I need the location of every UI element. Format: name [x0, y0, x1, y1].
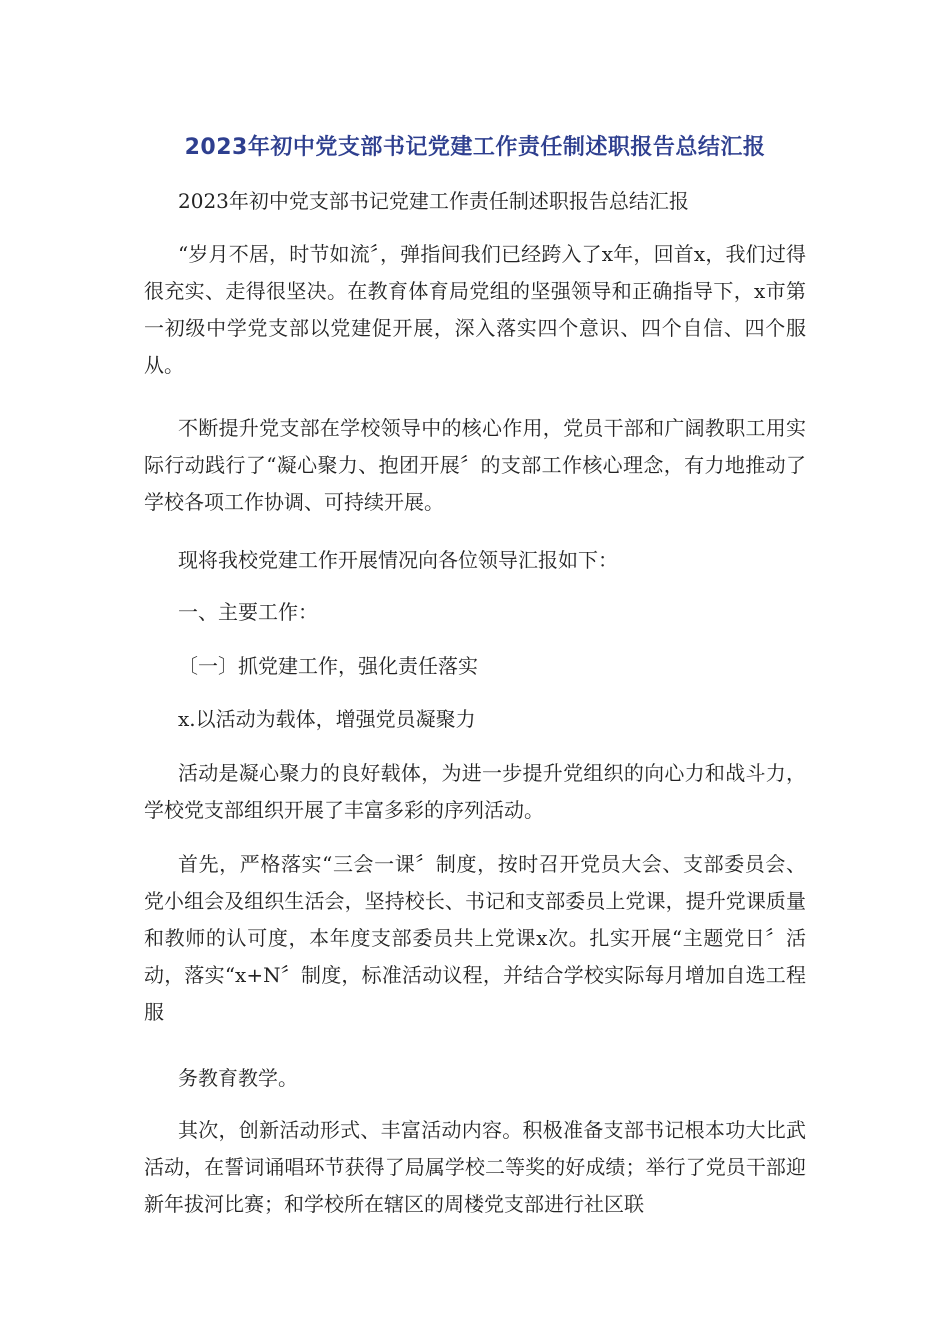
- continuation-paragraph: 务教育教学。: [178, 1066, 298, 1090]
- intro-paragraph: “岁月不居，时节如流〞，弹指间我们已经跨入了x年，回首x，我们过得很充实、走得很坚决。在教育体育局党组的坚强领导和正确指导下，x市第一初级中学党支部以党建促开展，深入落实四个意识、四个自信、四个服从。: [144, 242, 806, 377]
- report-intro-paragraph: 现将我校党建工作开展情况向各位领导汇报如下：: [178, 548, 618, 572]
- subtitle-paragraph: 2023年初中党支部书记党建工作责任制述职报告总结汇报: [178, 189, 689, 213]
- document-title: 2023年初中党支部书记党建工作责任制述职报告总结汇报: [184, 135, 766, 160]
- first-measure-paragraph: 首先，严格落实“三会一课〞制度，按时召开党员大会、支部委员会、党小组会及组织生活会，坚持校长、书记和支部委员上党课，提升党课质量和教师的认可度，本年度支部委员共上党课x次。扎实开展“主题党日〞活动，落实“x+N〞制度，标准活动议程，并结合学校实际每月增加自选工程服: [144, 852, 806, 1024]
- subsection-heading-party-building: 〔一〕抓党建工作，强化责任落实: [178, 654, 478, 678]
- item-heading-activities: x.以活动为载体，增强党员凝聚力: [178, 707, 476, 731]
- second-measure-paragraph: 其次，创新活动形式、丰富活动内容。积极准备支部书记根本功大比武活动，在誓词诵唱环节获得了局属学校二等奖的好成绩；举行了党员干部迎新年拔河比赛；和学校所在辖区的周楼党支部进行社区联: [144, 1118, 806, 1216]
- core-role-paragraph: 不断提升党支部在学校领导中的核心作用，党员干部和广阔教职工用实际行动践行了“凝心聚力、抱团开展〞的支部工作核心理念，有力地推动了学校各项工作协调、可持续开展。: [144, 416, 806, 514]
- section-heading-main-work: 一、主要工作：: [178, 600, 318, 624]
- activities-paragraph: 活动是凝心聚力的良好载体，为进一步提升党组织的向心力和战斗力，学校党支部组织开展了丰富多彩的序列活动。: [144, 761, 806, 822]
